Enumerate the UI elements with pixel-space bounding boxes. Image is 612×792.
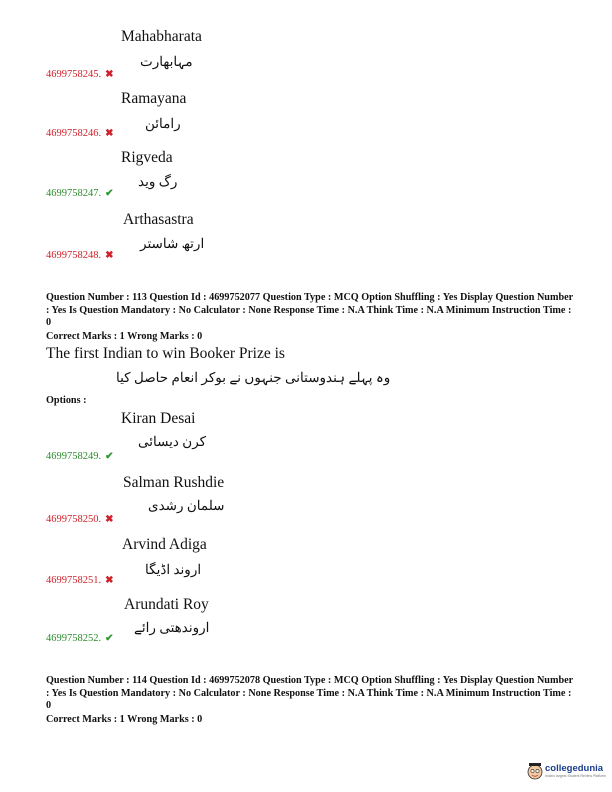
- option-english: Rigveda: [121, 149, 173, 166]
- option-urdu: اروندھتی رائے: [134, 620, 210, 635]
- option-id: 4699758251.: [46, 575, 102, 586]
- mascot-icon: [527, 762, 543, 782]
- option-id: 4699758247.: [46, 188, 102, 199]
- option-urdu: رامائن: [145, 116, 181, 131]
- cross-icon: ✖: [105, 514, 114, 525]
- cross-icon: ✖: [105, 128, 114, 139]
- option-id-row: [46, 245, 114, 263]
- option-id-row: [46, 123, 114, 141]
- option-urdu: کرن دیسائی: [138, 434, 207, 449]
- option-english: Kiran Desai: [121, 410, 196, 427]
- question-text-urdu: وہ پہلے ہندوستانی جنہوں نے بوکر انعام حاصل کیا: [116, 370, 391, 385]
- question-meta: Question Number : 113 Question Id : 4699752077 Question Type : MCQ Option Shuffling : Yes Display Question Number : Yes Is Question Mandatory : No Calculator : None Response Time : N.A Think Time : N.A Minimum Instruction Time : 0: [46, 292, 573, 329]
- option-id-row: [46, 509, 114, 527]
- check-icon: ✔: [105, 451, 114, 462]
- option-english: Arundati Roy: [124, 596, 209, 613]
- option-id: 4699758245.: [46, 69, 102, 80]
- option-id-row: [46, 570, 114, 588]
- cross-icon: ✖: [105, 69, 114, 80]
- option-id: 4699758246.: [46, 128, 102, 139]
- check-icon: ✔: [105, 188, 114, 199]
- option-urdu: مہابھارت: [140, 54, 193, 69]
- question-meta: Question Number : 114 Question Id : 4699752078 Question Type : MCQ Option Shuffling : Yes Display Question Number : Yes Is Question Mandatory : No Calculator : None Response Time : N.A Think Time : N.A Minimum Instruction Time : 0: [46, 675, 573, 712]
- option-id: 4699758248.: [46, 250, 102, 261]
- logo-brand: collegedunia: [545, 763, 604, 774]
- option-english: Arthasastra: [123, 211, 194, 228]
- collegedunia-logo: [527, 760, 612, 786]
- option-id-row: [46, 64, 114, 82]
- cross-icon: ✖: [105, 575, 114, 586]
- option-urdu: رگ وید: [138, 174, 178, 189]
- option-id: 4699758249.: [46, 451, 102, 462]
- option-urdu: اروند اڈیگا: [145, 562, 202, 577]
- check-icon: ✔: [105, 633, 114, 644]
- option-id-row: [46, 183, 114, 201]
- option-id: 4699758250.: [46, 514, 102, 525]
- option-english: Ramayana: [121, 90, 187, 107]
- question-marks: Correct Marks : 1 Wrong Marks : 0: [46, 714, 203, 725]
- option-urdu: سلمان رشدی: [148, 498, 225, 513]
- logo-tagline: India's largest Student Review Platform: [545, 774, 606, 778]
- option-id: 4699758252.: [46, 633, 102, 644]
- option-english: Salman Rushdie: [123, 474, 225, 491]
- question-text: The first Indian to win Booker Prize is: [46, 345, 285, 362]
- option-english: Arvind Adiga: [122, 536, 207, 553]
- options-label: Options :: [46, 395, 87, 406]
- option-id-row: [46, 446, 114, 464]
- option-urdu: ارتھ شاستر: [140, 236, 205, 251]
- option-english: Mahabharata: [121, 28, 202, 45]
- cross-icon: ✖: [105, 250, 114, 261]
- option-id-row: [46, 628, 114, 646]
- question-marks: Correct Marks : 1 Wrong Marks : 0: [46, 331, 203, 342]
